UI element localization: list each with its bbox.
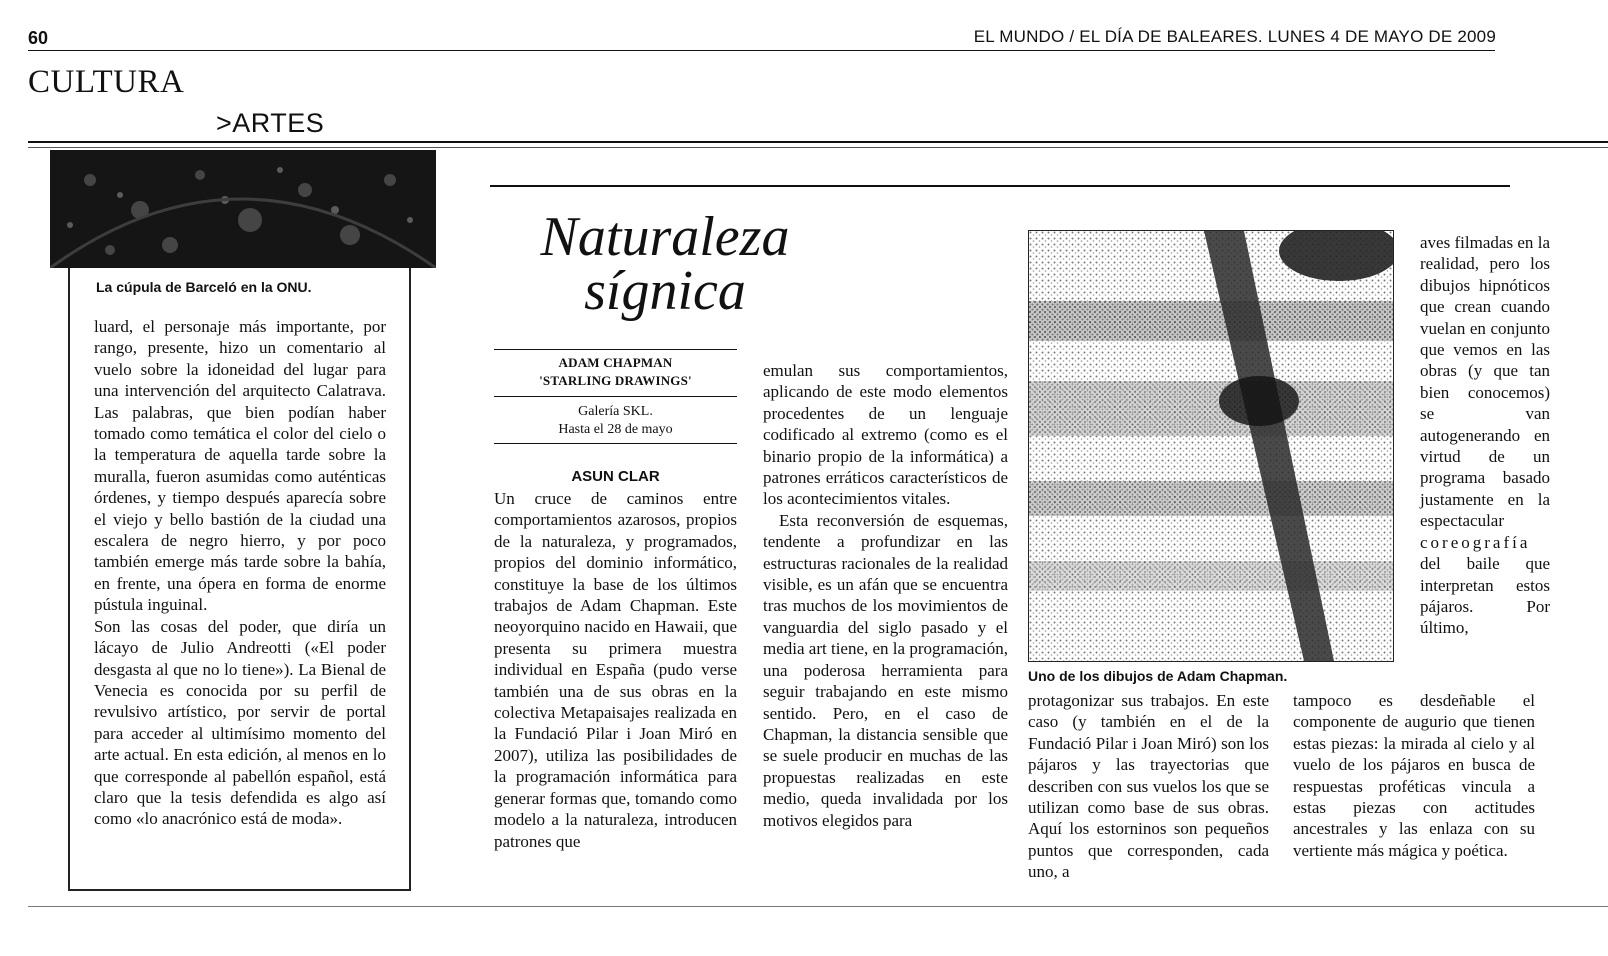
article-col5-text-a: aves filmadas en la realidad, pero los dibujos hipnóticos que crean cuando vuelan en conjunto que vemos en las obras (y que tan bien conocemos) se van autogenerando en virtud de un programa basado justamente en la espectacular [1420,233,1550,531]
artwork-figure [1028,230,1394,662]
publication-dateline: EL MUNDO / EL DÍA DE BALEARES. LUNES 4 DE MAYO DE 2009 [973,27,1496,46]
sidebar-text-column [94,316,386,830]
starling-drawing-image [1029,231,1393,661]
article-col2-paragraph-1: emulan sus comportamientos, aplicando de este modo elementos procedentes de un lenguaje codificado al extremo (como es el binario propio de la informática) a patrones erráticos característicos de los acontecimientos vitales. [763,361,1008,509]
article-col5-paragraph [1420,232,1550,639]
section-rule [28,141,1608,143]
credits-venue: Galería SKL. [578,404,653,419]
article-col4-paragraph: tampoco es desdeñable el componente de augurio que tienen estas piezas: la mirada al cielo y al vuelo de los pájaros en busca de respuestas proféticas vincula a estas piezas con actitudes ancestrales y las enlaza con su vertiente más mágica y poética. [1293,691,1535,860]
section-title: CULTURA [28,64,185,100]
article-top-rule [490,185,1510,187]
article-column-3 [1028,690,1269,883]
footer-rule [28,906,1608,907]
credits-work: 'STARLING DRAWINGS' [539,373,692,388]
sidebar-paragraph-1: luard, el personaje más importante, por rango, presente, hizo un comentario al vuelo sobre la idoneidad del lugar para una intervención del arquitecto Calatrava. Las palabras, que bien podían haber tomado como temática el color del cielo o la temperatura de aquella tarde sobre la muralla, fueron asumidas como auténticas órdenes, y tiempo después aparecía sobre el viejo y bello bastión de la ciudad una escalera de negro hierro, y por poco también emerge más tarde sobre la bahía, en frente, una ópera en forma de enorme pústula inguinal. [94,317,386,615]
article-col3-paragraph: protagonizar sus trabajos. En este caso (y también en el de la Fundació Pilar i Joan Miró) son los pájaros y las trayectorias que describen con sus vuelos los que se utilizan como base de sus obras. Aquí los estorninos son pequeños puntos que corresponden, cada uno, a [1028,691,1269,882]
dome-photo-image [50,150,436,268]
article-column-2 [763,360,1008,831]
credits-dates: Hasta el 28 de mayo [558,422,673,437]
credits-artist: ADAM CHAPMAN [558,355,673,370]
article-column-1 [494,488,737,852]
article-col1-paragraph: Un cruce de caminos entre comportamientos azarosos, propios de la naturaleza, y programados, propios del dominio informático, constituye la base de los últimos trabajos de Adam Chapman. Este neoyorquino nacido en Hawaii, que presenta su primera muestra individual en España (pudo verse también una de sus obras en la colectiva Metapaisajes realizada en la Fundació Pilar i Joan Miró en 2007), utiliza las posibilidades de la programación informática para generar formas que, tomando como modelo a la naturaleza, introducen patrones que [494,489,737,851]
article-column-4 [1293,690,1535,861]
article-byline: ASUN CLAR [571,468,660,485]
headline-line-2: sígnica [584,260,746,322]
page-number: 60 [28,28,49,48]
sidebar-photo [50,150,436,268]
headline-line-1: Naturaleza [540,206,790,268]
sidebar-paragraph-2: Son las cosas del poder, que diría un lácayo de Julio Andreotti («El poder desgasta al que no lo tiene»). La Bienal de Venecia es conocida por su perfil de revulsivo artístico, por servir de portal para acceder al ultimísimo momento del arte actual. En esta edición, al menos en lo que corresponde al pabellón español, está claro que la tesis defendida es algo así como «lo anacrónico está de moda». [94,616,386,829]
subsection-title: >ARTES [216,108,325,138]
figure-caption: Uno de los dibujos de Adam Chapman. [1028,668,1288,684]
article-headline [500,206,830,322]
article-col2-paragraph-2: Esta reconversión de esquemas, tendente a profundizar en las estructuras racionales de la realidad visible, es un afán que se encuentra tras muchos de los movimientos de vanguardia del siglo pasado y el media art tiene, en la programación, una poderosa herramienta para seguir trabajando en este mismo sentido. Pero, en el caso de Chapman, la distancia sensible que se suele producir en muchas de las propuestas realizadas en este medio, queda invalidada por los motivos elegidos para [763,510,1008,830]
article-column-5 [1420,232,1550,639]
article-col5-text-b: del baile que interpretan estos pájaros. Por último, [1420,554,1550,638]
article-col5-spaced-word: coreografía [1420,532,1531,552]
header-rule [28,50,1495,51]
sidebar-photo-caption: La cúpula de Barceló en la ONU. [96,279,312,295]
exhibition-credits [494,349,737,444]
section-subrule [28,147,1608,148]
